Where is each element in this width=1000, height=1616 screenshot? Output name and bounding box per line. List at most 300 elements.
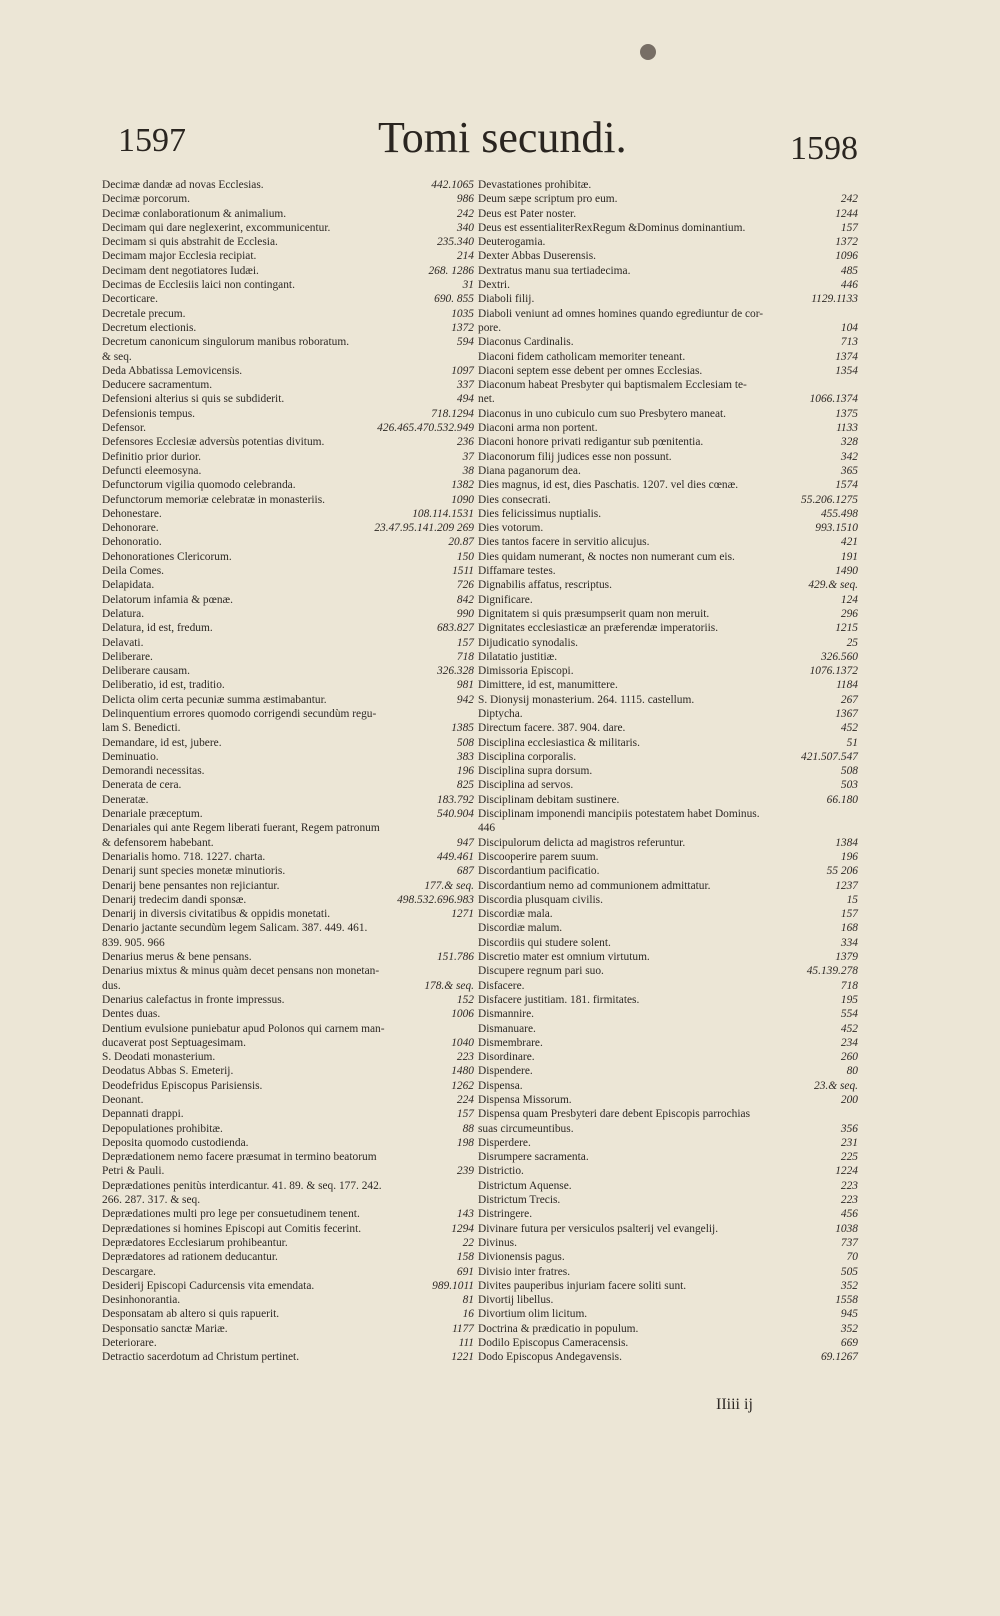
index-entry xyxy=(478,564,858,578)
index-entry xyxy=(478,1265,858,1279)
index-reference: 945 xyxy=(840,1308,858,1321)
index-entry xyxy=(102,1207,474,1221)
index-reference: 1215 xyxy=(835,622,858,635)
index-term: Deprædationes penitùs interdicantur. 41. 89. & seq. 177. 242. xyxy=(102,1179,382,1192)
index-term: Denarialis homo. 718. 1227. charta. xyxy=(102,850,266,863)
index-term: Decimas de Ecclesiis laici non contingant. xyxy=(102,279,295,292)
index-term: Dilatatio justitiæ. xyxy=(478,650,558,663)
index-term: ducaverat post Septuagesimam. xyxy=(102,1036,246,1049)
index-entry xyxy=(102,593,474,607)
index-reference: 1090 xyxy=(451,493,474,506)
index-term: Dismembrare. xyxy=(478,1036,543,1049)
index-entry xyxy=(102,478,474,492)
index-term: Dehonestare. xyxy=(102,507,162,520)
index-entry xyxy=(478,721,858,735)
index-term: Decretum electionis. xyxy=(102,321,197,334)
index-entry xyxy=(478,378,858,392)
index-term: Denario jactante secundùm legem Salicam. 387. 449. 461. xyxy=(102,922,368,935)
index-term: Deprædatores Ecclesiarum prohibeantur. xyxy=(102,1236,288,1249)
index-reference: 157 xyxy=(840,908,858,921)
index-reference: 421.507.547 xyxy=(801,750,858,763)
index-term: Discordantium nemo ad communionem admittatur. xyxy=(478,879,711,892)
index-reference: 235.340 xyxy=(436,236,474,249)
index-reference: 70 xyxy=(846,1251,858,1264)
index-reference: 111 xyxy=(458,1337,474,1350)
index-reference: 1244 xyxy=(835,207,858,220)
index-term: Devastationes prohibitæ. xyxy=(478,179,592,191)
index-term: Diaconi fidem catholicam memoriter teneant. xyxy=(478,350,686,363)
index-reference: 55 206 xyxy=(826,865,858,878)
index-term: Deila Comes. xyxy=(102,565,165,578)
index-entry xyxy=(102,850,474,864)
index-entry xyxy=(478,192,858,206)
index-term: Disciplinam imponendi mancipiis potestatem habet Dominus. xyxy=(478,808,760,821)
index-term: Dexter Abbas Duserensis. xyxy=(478,250,596,263)
index-entry xyxy=(478,207,858,221)
index-reference: 224 xyxy=(456,1094,474,1106)
index-entry xyxy=(478,1350,858,1364)
ink-stain xyxy=(640,44,656,60)
index-reference: 508 xyxy=(840,765,858,778)
index-entry xyxy=(478,850,858,864)
index-entry xyxy=(102,764,474,778)
index-reference: 1379 xyxy=(835,951,858,964)
index-term: Diaconus Cardinalis. xyxy=(478,336,574,349)
index-term: Delapidata. xyxy=(102,579,155,592)
index-reference: 1177 xyxy=(452,1322,474,1335)
index-term: Delatura, id est, fredum. xyxy=(102,622,213,635)
index-term: Deneratæ. xyxy=(102,793,149,806)
index-entry xyxy=(478,1207,858,1221)
index-entry xyxy=(102,1179,474,1193)
index-entry xyxy=(102,550,474,564)
index-entry xyxy=(102,192,474,206)
index-term: Districtum Trecis. xyxy=(478,1194,561,1207)
index-term: Decimæ conlaborationum & animalium. xyxy=(102,207,287,220)
index-entry xyxy=(478,750,858,764)
index-reference: 157 xyxy=(840,221,858,234)
index-reference: 51 xyxy=(846,736,858,749)
index-entry xyxy=(102,721,474,735)
index-entry xyxy=(102,1122,474,1136)
index-term: Delatura. xyxy=(102,607,145,620)
index-term: Dimissoria Episcopi. xyxy=(478,665,574,678)
index-entry xyxy=(102,421,474,435)
index-reference: 718.1294 xyxy=(431,407,474,420)
index-entry xyxy=(102,207,474,221)
index-term: Descargare. xyxy=(102,1265,156,1278)
index-entry xyxy=(102,1222,474,1236)
index-entry xyxy=(102,378,474,392)
index-entry xyxy=(478,1093,858,1107)
index-term: Decimæ porcorum. xyxy=(102,193,190,206)
index-term: Demandare, id est, jubere. xyxy=(102,736,222,749)
index-term: S. Dionysij monasterium. 264. 1115. castellum. xyxy=(478,693,695,706)
index-term: Discordantium pacificatio. xyxy=(478,865,600,878)
index-term: Dignificare. xyxy=(478,593,533,606)
index-entry xyxy=(102,1136,474,1150)
index-entry xyxy=(478,879,858,893)
index-entry xyxy=(478,521,858,535)
index-reference: 352 xyxy=(840,1322,858,1335)
index-reference: 242 xyxy=(456,207,474,220)
index-term: pore. xyxy=(478,321,502,334)
index-entry xyxy=(478,1079,858,1093)
index-reference: 446 xyxy=(840,279,858,292)
index-term: Directum facere. 387. 904. dare. xyxy=(478,722,626,735)
index-entry xyxy=(102,1350,474,1364)
index-term: Discipulorum delicta ad magistros referuntur. xyxy=(478,836,686,849)
index-entry xyxy=(102,836,474,850)
index-reference: 23.47.95.141.209 269 xyxy=(374,522,474,535)
index-term: Divites pauperibus injuriam facere soliti sunt. xyxy=(478,1279,687,1292)
index-term: Discordiæ mala. xyxy=(478,908,553,921)
index-reference: 452 xyxy=(840,722,858,735)
index-term: Petri & Pauli. xyxy=(102,1165,165,1178)
index-reference: 66.180 xyxy=(826,793,858,806)
index-reference: 1382 xyxy=(451,479,474,492)
index-reference: 1129.1133 xyxy=(811,293,858,306)
index-reference: 1384 xyxy=(835,836,858,849)
index-reference: 1574 xyxy=(835,479,858,492)
index-reference: 198 xyxy=(456,1136,474,1149)
index-entry xyxy=(478,836,858,850)
index-reference: 31 xyxy=(462,279,474,292)
index-reference: 157 xyxy=(456,1108,474,1121)
index-reference: 15 xyxy=(846,893,858,906)
index-entry xyxy=(478,693,858,707)
index-term: & defensorem habebant. xyxy=(102,836,214,849)
index-column-left xyxy=(102,178,474,1365)
index-term: lam S. Benedicti. xyxy=(102,722,181,735)
index-term: net. xyxy=(478,393,495,406)
index-term: Deus est Pater noster. xyxy=(478,207,577,220)
index-term: Deum sæpe scriptum pro eum. xyxy=(478,193,618,206)
index-entry xyxy=(478,921,858,935)
index-entry xyxy=(102,1279,474,1293)
index-reference: 993.1510 xyxy=(815,522,858,535)
index-entry xyxy=(478,678,858,692)
index-reference: 150 xyxy=(456,550,474,563)
index-term: Denarij sunt species monetæ minutioris. xyxy=(102,865,286,878)
index-term: Dehonoratio. xyxy=(102,536,162,549)
index-term: Denarij in diversis civitatibus & oppidis monetati. xyxy=(102,908,331,921)
index-term: Denariale præceptum. xyxy=(102,808,203,821)
index-term: Delinquentium errores quomodo corrigendi secundùm regu- xyxy=(102,707,377,720)
index-reference: 718 xyxy=(456,650,474,663)
index-entry xyxy=(478,907,858,921)
index-term: Diaboli veniunt ad omnes homines quando egrediuntur de cor- xyxy=(478,307,764,320)
index-entry xyxy=(102,1293,474,1307)
index-reference: 81 xyxy=(462,1294,474,1307)
index-column-right xyxy=(478,178,858,1365)
index-term: Deodefridus Episcopus Parisiensis. xyxy=(102,1079,263,1092)
index-entry xyxy=(478,235,858,249)
index-reference: 223 xyxy=(456,1051,474,1064)
index-reference: 365 xyxy=(840,464,858,477)
index-reference: 1221 xyxy=(451,1351,474,1364)
index-entry xyxy=(478,1007,858,1021)
index-reference: 195 xyxy=(840,993,858,1006)
index-term: Disciplinam debitam sustinere. xyxy=(478,793,620,806)
index-term: Dodilo Episcopus Cameracensis. xyxy=(478,1337,629,1350)
index-reference: 1367 xyxy=(835,707,858,720)
index-entry xyxy=(102,407,474,421)
index-reference: 225 xyxy=(840,1151,858,1164)
index-entry xyxy=(478,1022,858,1036)
index-reference: 1372 xyxy=(835,236,858,249)
index-term: Divortij libellus. xyxy=(478,1294,554,1307)
index-reference: 22 xyxy=(462,1236,474,1249)
index-entry xyxy=(102,1007,474,1021)
index-reference: 540.904 xyxy=(436,808,474,821)
index-reference: 334 xyxy=(840,936,858,949)
index-reference: 45.139.278 xyxy=(806,965,858,978)
index-reference: 669 xyxy=(840,1337,858,1350)
index-term: Detractio sacerdotum ad Christum pertinet. xyxy=(102,1351,300,1364)
index-entry xyxy=(102,1064,474,1078)
index-term: Decimam major Ecclesia recipiat. xyxy=(102,250,257,263)
index-reference: 143 xyxy=(456,1208,474,1221)
index-term: Dies felicissimus nuptialis. xyxy=(478,507,602,520)
index-reference: 342 xyxy=(840,450,858,463)
index-term: Deuterogamia. xyxy=(478,236,546,249)
index-entry xyxy=(478,507,858,521)
index-term: Districtio. xyxy=(478,1165,524,1178)
index-term: Deda Abbatissa Lemovicensis. xyxy=(102,364,243,377)
index-entry xyxy=(102,1193,474,1207)
index-term: Dies votorum. xyxy=(478,522,544,535)
index-term: Divionensis pagus. xyxy=(478,1251,565,1264)
index-term: Diaboli filij. xyxy=(478,293,535,306)
index-entry xyxy=(102,1022,474,1036)
index-term: Denarius merus & bene pensans. xyxy=(102,951,252,964)
index-reference: 718 xyxy=(840,979,858,992)
index-reference: 124 xyxy=(840,593,858,606)
right-page-number: 1598 xyxy=(790,130,858,167)
index-entry xyxy=(102,493,474,507)
index-term: Decimam si quis abstrahit de Ecclesia. xyxy=(102,236,278,249)
index-entry xyxy=(102,507,474,521)
index-entry xyxy=(102,535,474,549)
index-reference: 200 xyxy=(840,1094,858,1106)
index-entry xyxy=(478,893,858,907)
index-term: Deminuatio. xyxy=(102,750,159,763)
index-entry xyxy=(478,264,858,278)
index-entry xyxy=(478,1236,858,1250)
index-term: Discretio mater est omnium virtutum. xyxy=(478,951,650,964)
index-term: suas circumeuntibus. xyxy=(478,1122,574,1135)
index-reference: 80 xyxy=(846,1065,858,1078)
index-term: dus. xyxy=(102,979,121,992)
index-reference: 326.328 xyxy=(436,665,474,678)
index-term: Dispensa Missorum. xyxy=(478,1094,572,1106)
index-term: Divortium olim licitum. xyxy=(478,1308,588,1321)
index-entry xyxy=(478,1179,858,1193)
index-entry xyxy=(102,1322,474,1336)
index-entry xyxy=(478,650,858,664)
index-entry xyxy=(102,921,474,935)
index-entry xyxy=(102,664,474,678)
index-reference: 151.786 xyxy=(436,951,474,964)
index-term: Dehonorationes Clericorum. xyxy=(102,550,232,563)
index-entry xyxy=(102,893,474,907)
index-entry xyxy=(478,1036,858,1050)
index-reference: 494 xyxy=(456,393,474,406)
index-term: 446 xyxy=(478,822,496,835)
index-term: Dignitates ecclesiasticæ an præferendæ imperatoriis. xyxy=(478,622,719,635)
index-entry xyxy=(102,335,474,349)
index-reference: 196 xyxy=(840,850,858,863)
index-entry xyxy=(102,950,474,964)
index-term: Disciplina ad servos. xyxy=(478,779,574,792)
index-reference: 69.1267 xyxy=(820,1351,858,1364)
index-entry xyxy=(102,264,474,278)
index-reference: 23.& seq. xyxy=(814,1079,858,1092)
index-entry xyxy=(102,1265,474,1279)
index-entry xyxy=(478,621,858,635)
index-reference: 594 xyxy=(456,336,474,349)
index-reference: 554 xyxy=(840,1008,858,1021)
index-term: Diaconi honore privati redigantur sub pœnitentia. xyxy=(478,436,704,449)
index-entry xyxy=(102,307,474,321)
index-reference: 158 xyxy=(456,1251,474,1264)
index-entry xyxy=(102,1336,474,1350)
index-term: Disrumpere sacramenta. xyxy=(478,1151,589,1164)
index-term: Discooperire parem suum. xyxy=(478,850,599,863)
running-title: Tomi secundi. xyxy=(378,113,627,162)
index-entry xyxy=(102,249,474,263)
index-entry xyxy=(102,278,474,292)
index-entry xyxy=(478,993,858,1007)
index-entry xyxy=(102,350,474,364)
index-entry xyxy=(478,778,858,792)
index-entry xyxy=(478,807,858,821)
index-term: Dies quidam numerant, & noctes non numerant cum eis. xyxy=(478,550,735,563)
index-reference: 1354 xyxy=(835,364,858,377)
index-term: Desiderij Episcopi Cadurcensis vita emendata. xyxy=(102,1279,315,1292)
index-reference: 25 xyxy=(846,636,858,649)
index-term: Dodo Episcopus Andegavensis. xyxy=(478,1351,622,1364)
index-term: Dismannire. xyxy=(478,1008,534,1021)
index-entry xyxy=(478,593,858,607)
index-term: Deonant. xyxy=(102,1094,144,1106)
index-reference: 503 xyxy=(840,779,858,792)
index-reference: 168 xyxy=(840,922,858,935)
index-entry xyxy=(478,864,858,878)
index-term: Deprædationes si homines Episcopi aut Comitis fecerint. xyxy=(102,1222,362,1235)
index-term: Disciplina ecclesiastica & militaris. xyxy=(478,736,640,749)
index-entry xyxy=(102,993,474,1007)
index-entry xyxy=(102,392,474,406)
index-entry xyxy=(102,292,474,306)
index-term: Deprædationem nemo facere præsumat in termino beatorum xyxy=(102,1151,377,1164)
index-entry xyxy=(478,1122,858,1136)
index-entry xyxy=(102,821,474,835)
index-reference: 485 xyxy=(840,264,858,277)
index-entry xyxy=(478,578,858,592)
index-reference: 687 xyxy=(456,865,474,878)
index-reference: 989.1011 xyxy=(432,1279,474,1292)
index-entry xyxy=(478,350,858,364)
index-term: Delatorum infamia & pœnæ. xyxy=(102,593,233,606)
index-term: Defunctorum vigilia quomodo celebranda. xyxy=(102,479,296,492)
index-reference: 356 xyxy=(840,1122,858,1135)
index-term: Desponsatam ab altero si quis rapuerit. xyxy=(102,1308,280,1321)
index-reference: 1374 xyxy=(835,350,858,363)
index-entry xyxy=(478,178,858,192)
index-term: Deodatus Abbas S. Emeterij. xyxy=(102,1065,234,1078)
index-reference: 1184 xyxy=(836,679,858,692)
index-reference: 505 xyxy=(840,1265,858,1278)
index-reference: 1038 xyxy=(835,1222,858,1235)
index-reference: 713 xyxy=(840,336,858,349)
index-entry xyxy=(478,1279,858,1293)
index-reference: 183.792 xyxy=(436,793,474,806)
index-term: Denarius mixtus & minus quàm decet pensans non monetan- xyxy=(102,965,380,978)
index-term: Deliberare causam. xyxy=(102,665,190,678)
index-entry xyxy=(102,1236,474,1250)
index-term: Dentium evulsione puniebatur apud Polonos qui carnem man- xyxy=(102,1022,385,1035)
index-reference: 16 xyxy=(462,1308,474,1321)
index-term: Diaconus in uno cubiculo cum suo Presbytero maneat. xyxy=(478,407,727,420)
index-entry xyxy=(478,1107,858,1121)
index-term: 266. 287. 317. & seq. xyxy=(102,1194,201,1207)
index-entry xyxy=(478,464,858,478)
index-entry xyxy=(478,435,858,449)
index-term: Disperdere. xyxy=(478,1136,531,1149)
index-reference: 214 xyxy=(456,250,474,263)
index-term: Dies magnus, id est, dies Paschatis. 1207. vel dies cœnæ. xyxy=(478,479,739,492)
index-entry xyxy=(102,521,474,535)
index-entry xyxy=(478,1336,858,1350)
index-reference: 981 xyxy=(456,679,474,692)
index-entry xyxy=(478,392,858,406)
index-reference: 267 xyxy=(840,693,858,706)
index-entry xyxy=(102,1307,474,1321)
index-entry xyxy=(478,335,858,349)
index-entry xyxy=(478,950,858,964)
index-reference: 223 xyxy=(840,1194,858,1207)
index-term: Deprædationes multi pro lege per consuetudinem tenent. xyxy=(102,1208,360,1221)
index-reference: 88 xyxy=(462,1122,474,1135)
index-entry xyxy=(478,1293,858,1307)
index-reference: 1558 xyxy=(835,1294,858,1307)
index-term: Dentes duas. xyxy=(102,1008,161,1021)
index-entry xyxy=(102,693,474,707)
index-entry xyxy=(102,793,474,807)
index-reference: 683.827 xyxy=(436,622,474,635)
index-reference: 690. 855 xyxy=(434,293,474,306)
index-term: Deteriorare. xyxy=(102,1337,157,1350)
index-term: Dispensa quam Presbyteri dare debent Episcopis parrochias xyxy=(478,1108,751,1121)
index-term: Denarius calefactus in fronte impressus. xyxy=(102,993,285,1006)
index-reference: 842 xyxy=(456,593,474,606)
index-reference: 691 xyxy=(456,1265,474,1278)
index-reference: 157 xyxy=(456,636,474,649)
index-entry xyxy=(478,407,858,421)
index-entry xyxy=(478,1150,858,1164)
left-page-number: 1597 xyxy=(118,122,186,159)
index-reference: 223 xyxy=(840,1179,858,1192)
index-entry xyxy=(102,964,474,978)
index-entry xyxy=(478,1136,858,1150)
index-term: Decretale precum. xyxy=(102,307,186,320)
index-entry xyxy=(478,550,858,564)
index-entry xyxy=(478,821,858,835)
index-term: Deliberare. xyxy=(102,650,153,663)
index-term: Districtum Aquense. xyxy=(478,1179,572,1192)
